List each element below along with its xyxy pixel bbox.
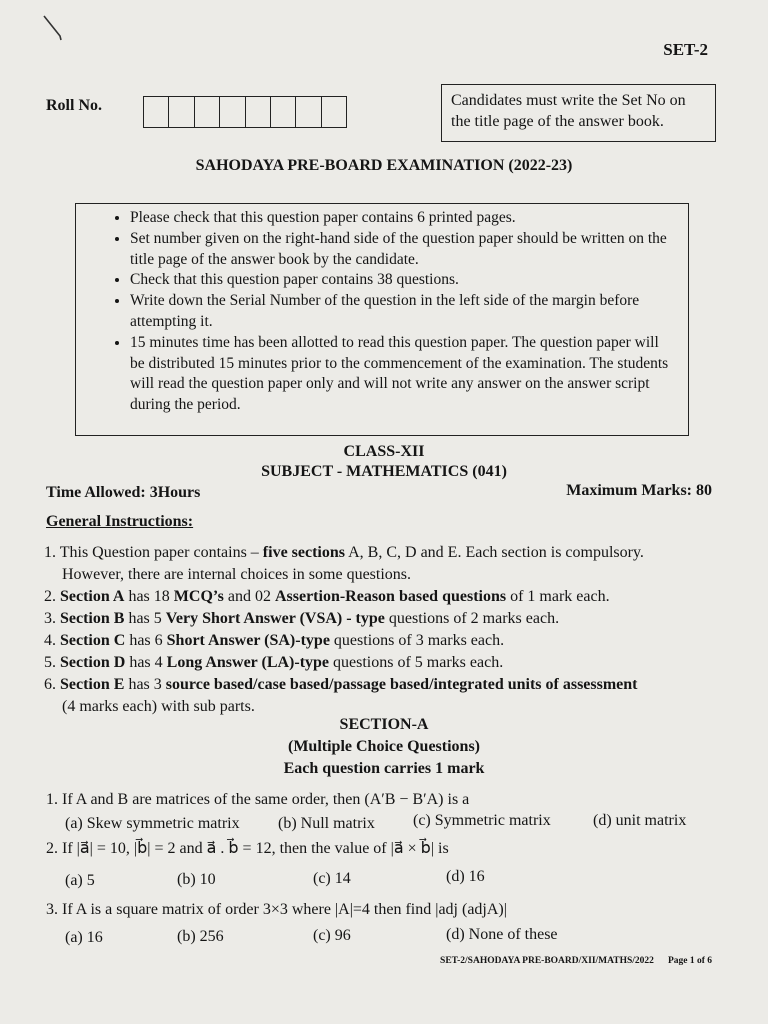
instruction-item: 2. Section A has 18 MCQ’s and 02 Assertion-Reason based questions of 1 mark each. [44,588,610,605]
instruction-item: 6. Section E has 3 source based/case based/passage based/integrated units of assessment [44,676,638,693]
option-d: (d) 16 [446,868,485,885]
page-footer [440,956,712,966]
maximum-marks: Maximum Marks: 80 [566,482,712,499]
instruction-item: 3. Section B has 5 Very Short Answer (VSA) - type questions of 2 marks each. [44,610,560,627]
option-d: (d) None of these [446,926,558,943]
info-point: • 15 minutes time has been allotted to read this question paper. The question paper will be distributed 15 minutes prior to the commencement of the examination. The students will read the question paper only and will not write any answer on the answer script during the period. [130,333,674,416]
roll-digit-box[interactable] [322,97,346,127]
exam-title: SAHODAYA PRE-BOARD EXAMINATION (2022-23) [195,157,573,174]
roll-number-label: Roll No. [46,97,102,114]
option-a: (a) Skew symmetric matrix [65,815,240,832]
set-label: SET-2 [663,40,708,59]
roll-digit-box[interactable] [195,97,220,127]
section-a-subtitle: (Multiple Choice Questions) [288,738,480,755]
instruction-item: 1. This Question paper contains – five sections A, B, C, D and E. Each section is compulsory. [44,544,644,561]
instruction-item-continued: However, there are internal choices in some questions. [62,566,412,583]
question-1: 1. If A and B are matrices of the same order, then (A′B − B′A) is a [46,791,470,808]
general-instructions-list [44,542,734,718]
option-a: (a) 16 [65,929,103,946]
option-d: (d) unit matrix [593,812,687,829]
option-c: (c) 96 [313,927,351,944]
option-b: (b) Null matrix [278,815,375,832]
roll-digit-box[interactable] [144,97,169,127]
section-a-title: SECTION-A [339,716,429,733]
section-a-note: Each question carries 1 mark [283,760,485,777]
pen-mark [40,14,70,44]
page-number: Page 1 of 6 [667,956,712,966]
instruction-item-continued: (4 marks each) with sub parts. [62,698,255,715]
option-b: (b) 10 [177,871,216,888]
info-point: • Check that this question paper contains 38 questions. [130,270,674,291]
info-point: • Write down the Serial Number of the question in the left side of the margin before attempting it. [130,291,674,333]
roll-digit-box[interactable] [296,97,321,127]
instruction-item: 5. Section D has 4 Long Answer (LA)-type questions of 5 marks each. [44,654,504,671]
question-2: 2. If |a⃗| = 10, |b⃗| = 2 and a⃗ . b⃗ = 12, then the value of |a⃗ × b⃗| is [46,840,449,857]
info-point: • Set number given on the right-hand side of the question paper should be written on the title page of the answer book by the candidate. [130,229,674,271]
general-instructions-heading: General Instructions: [46,513,194,530]
option-b: (b) 256 [177,928,224,945]
candidate-note: Candidates must write the Set No on the title page of the answer book. [441,84,716,142]
option-c: (c) 14 [313,870,351,887]
option-a: (a) 5 [65,872,95,889]
info-point: • Please check that this question paper contains 6 printed pages. [130,208,674,229]
option-c: (c) Symmetric matrix [413,812,551,829]
roll-digit-box[interactable] [246,97,271,127]
roll-digit-box[interactable] [169,97,194,127]
roll-digit-box[interactable] [271,97,296,127]
instruction-item: 4. Section C has 6 Short Answer (SA)-type questions of 3 marks each. [44,632,505,649]
instructions-box [75,203,689,436]
roll-digit-box[interactable] [220,97,245,127]
time-allowed: Time Allowed: 3Hours [46,484,201,501]
footer-code: SET-2/SAHODAYA PRE-BOARD/XII/MATHS/2022 [440,956,654,966]
roll-number-boxes[interactable] [143,96,347,128]
subject-label: SUBJECT - MATHEMATICS (041) [261,463,507,480]
class-label: CLASS-XII [343,443,425,460]
question-3: 3. If A is a square matrix of order 3×3 where |A|=4 then find |adj (adjA)| [46,901,507,918]
